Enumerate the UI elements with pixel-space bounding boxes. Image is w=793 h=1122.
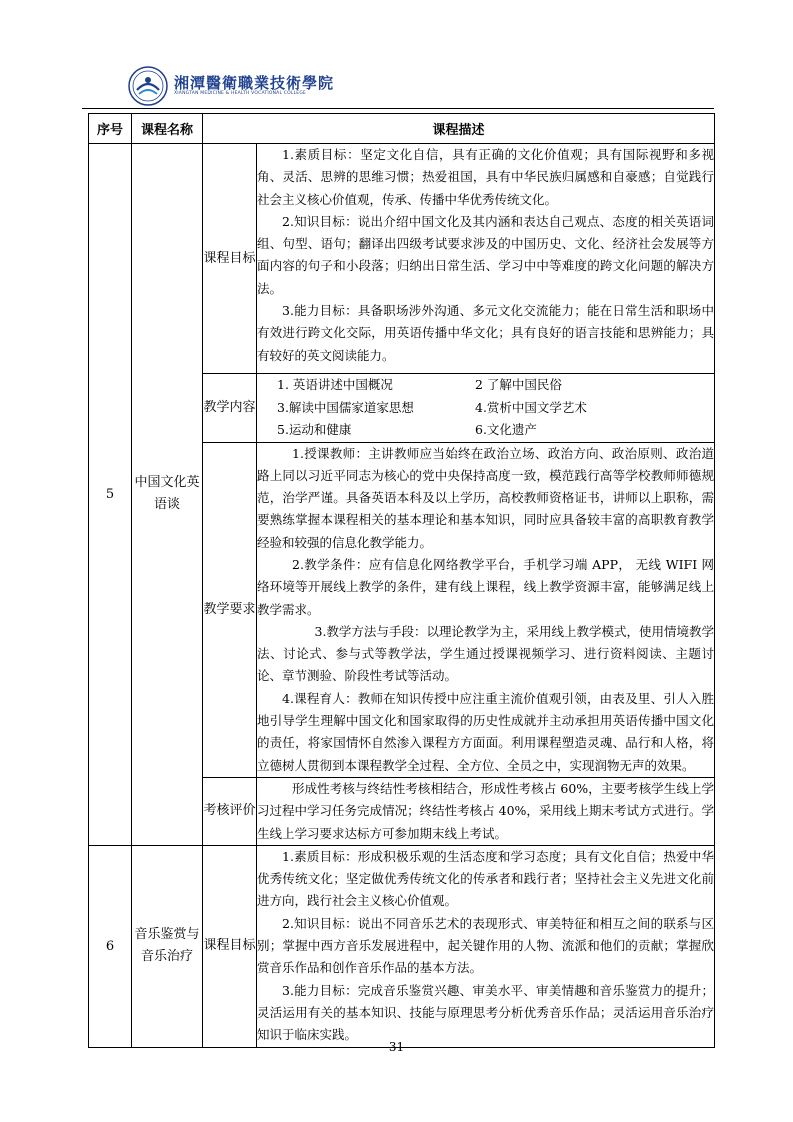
page-number: 31 bbox=[388, 1040, 405, 1054]
goals-label: 课程目标 bbox=[203, 144, 257, 374]
header-number: 序号 bbox=[89, 114, 132, 144]
requirement-paragraph: 4.课程育人：教师在知识传授中应注重主流价值观引领，由表及里、引人入胜地引导学生理解中国文化和国家取得的历史性成就并主动承担用英语传播中国文化的责任，将家国情怀自然渗入课程方方面面。利用课程塑造灵魂、品行和人格，将立德树人贯彻到本课程教学全过程、全方位、全员之中，实现润物无声的效果。 bbox=[257, 690, 715, 773]
goals-label: 课程目标 bbox=[203, 845, 257, 1047]
course-number: 6 bbox=[89, 845, 132, 1047]
content-item: 5.运动和健康 bbox=[277, 422, 352, 437]
goals-text bbox=[257, 144, 715, 374]
content-item: 1. 英语讲述中国概况 bbox=[277, 377, 393, 392]
course-table bbox=[88, 113, 715, 1048]
course-name: 中国文化英语谈 bbox=[132, 144, 203, 846]
assessment-label: 考核评价 bbox=[203, 777, 257, 845]
college-header bbox=[128, 66, 334, 106]
requirements-label: 教学要求 bbox=[203, 442, 257, 777]
table-header-row bbox=[89, 114, 715, 144]
goals-text bbox=[257, 845, 715, 1047]
header-course-name: 课程名称 bbox=[132, 114, 203, 144]
course-name: 音乐鉴赏与音乐治疗 bbox=[132, 845, 203, 1047]
goal-paragraph: 3.能力目标：完成音乐鉴赏兴趣、审美水平、审美情趣和音乐鉴赏力的提升；灵活运用有关的基本知识、技能与原理思考分析优秀音乐作品；灵活运用音乐治疗知识于临床实践。 bbox=[257, 982, 715, 1043]
goal-paragraph: 2.知识目标：说出不同音乐艺术的表现形式、审美特征和相互之间的联系与区别；掌握中西方音乐发展进程中，起关键作用的人物、流派和他们的贡献；掌握欣赏音乐作品和创作音乐作品的基本方法。 bbox=[257, 915, 715, 976]
content-item: 6.文化遗产 bbox=[475, 422, 537, 437]
goal-paragraph: 1.素质目标：坚定文化自信，具有正确的文化价值观；具有国际视野和多视角、灵活、思辨的思维习惯；热爱祖国，具有中华民族归属感和自豪感；自觉践行社会主义核心价值观，传承、传播中华优秀传统文化。 bbox=[257, 147, 715, 207]
assessment-text bbox=[257, 777, 715, 845]
content-item: 4.赏析中国文学艺术 bbox=[475, 399, 587, 415]
goal-paragraph: 3.能力目标：具备职场涉外沟通、多元文化交流能力；能在日常生活和职场中有效进行跨文化交际，用英语传播中华文化；具有良好的语言技能和思辨能力；具有较好的英文阅读能力。 bbox=[257, 303, 715, 363]
table-row bbox=[89, 144, 715, 374]
college-name-cn: 湘潭醫衛職業技術學院 bbox=[174, 74, 335, 92]
goal-paragraph: 1.素质目标：形成积极乐观的生活态度和学习态度；具有文化自信；热爱中华优秀传统文化；坚定做优秀传统文化的传承者和践行者；坚持社会主义先进文化前进方向，践行社会主义核心价值观。 bbox=[257, 848, 715, 909]
content-label: 教学内容 bbox=[203, 374, 257, 443]
requirement-paragraph: 1.授课教师：主讲教师应当始终在政治立场、政治方向、政治原则、政治道路上同以习近平同志为核心的党中央保持高度一致，模范践行高等学校教师师德规范，治学严谨。具备英语本科及以上学历，高校教师资格证书，讲师以上职称，需要熟练掌握本课程相关的基本理论和基本知识，同时应具备较丰富的高职教育教学经验和较强的信息化教学能力。 bbox=[257, 445, 715, 550]
header-divider bbox=[82, 108, 714, 109]
college-logo-icon bbox=[128, 66, 168, 106]
goal-paragraph: 2.知识目标：说出介绍中国文化及其内涵和表达自己观点、态度的相关英语词组、句型、语句；翻译出四级考试要求涉及的中国历史、文化、经济社会发展等方面内容的句子和小段落；归纳出日常生活、学习中中等难度的跨文化问题的解决方法。 bbox=[257, 213, 715, 296]
college-name-en: XIANGTAN MEDICINE & HEALTH VOCATIONAL COLLEGE bbox=[174, 91, 307, 96]
requirement-paragraph: 2.教学条件：应有信息化网络教学平台，手机学习端 APP， 无线 WIFI 网络环境等开展线上教学的条件，建有线上课程，线上教学资源丰富，能够满足线上教学需求。 bbox=[257, 556, 715, 617]
content-item: 3.解读中国儒家道家思想 bbox=[277, 399, 414, 415]
course-number: 5 bbox=[89, 144, 132, 846]
header-description: 课程描述 bbox=[203, 114, 715, 144]
requirement-paragraph: 3.教学方法与手段：以理论教学为主，采用线上教学模式，使用情境教学法、讨论式、参与式等教学法，学生通过授课视频学习、进行资料阅读、主题讨论、章节测验、阶段性考试等活动。 bbox=[257, 623, 715, 684]
requirements-text bbox=[257, 442, 715, 777]
assessment-paragraph: 形成性考核与终结性考核相结合，形成性考核占 60%，主要考核学生线上学习过程中学习任务完成情况；终结性考核占 40%，采用线上期末考试方式进行。学生线上学习要求达标方可参加期末线上考试。 bbox=[257, 780, 715, 841]
content-item: 2 了解中国民俗 bbox=[475, 377, 562, 392]
table-row bbox=[89, 845, 715, 1047]
content-list bbox=[257, 374, 715, 443]
